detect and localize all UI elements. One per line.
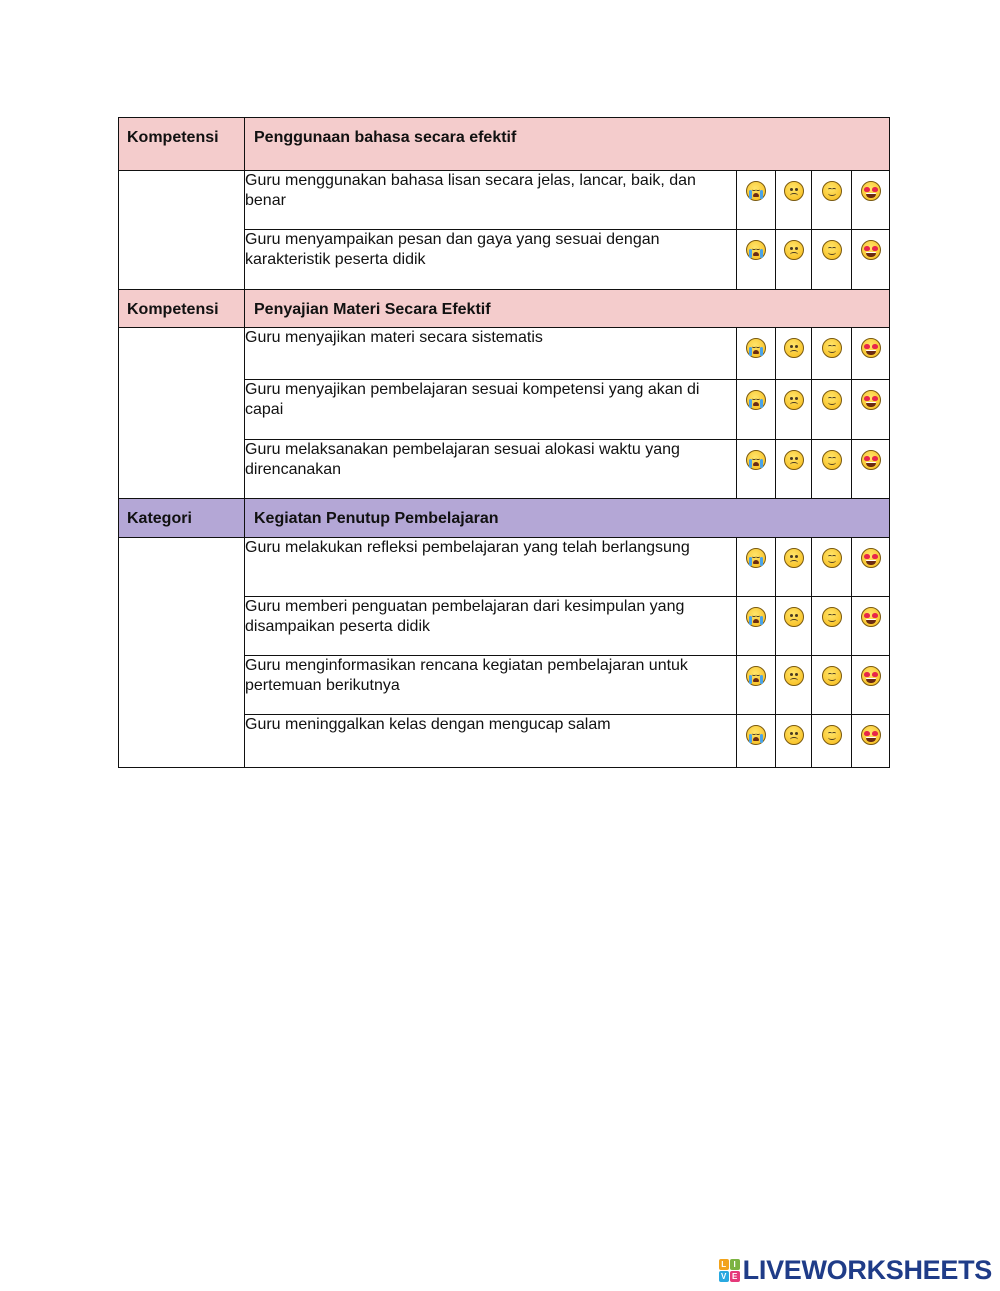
rating-cell[interactable] xyxy=(852,440,890,499)
rating-cell[interactable] xyxy=(812,171,852,230)
rating-cell[interactable] xyxy=(737,715,776,768)
blank-cell xyxy=(119,538,245,768)
smiling-face-icon[interactable] xyxy=(822,725,842,745)
rating-cell[interactable] xyxy=(737,380,776,440)
rating-cell[interactable] xyxy=(776,328,812,380)
rating-cell[interactable] xyxy=(812,538,852,597)
frowning-face-icon[interactable] xyxy=(784,548,804,568)
rating-cell[interactable] xyxy=(852,656,890,715)
rating-cell[interactable] xyxy=(852,715,890,768)
rating-cell[interactable] xyxy=(776,597,812,656)
heart-eyes-face-icon[interactable] xyxy=(861,181,881,201)
rating-cell[interactable] xyxy=(776,230,812,290)
rating-cell[interactable] xyxy=(812,230,852,290)
heart-eyes-face-icon[interactable] xyxy=(861,607,881,627)
rating-cell[interactable] xyxy=(812,715,852,768)
rating-cell[interactable] xyxy=(737,230,776,290)
item-text: Guru menggunakan bahasa lisan secara jelas, lancar, baik, dan benar xyxy=(245,171,737,230)
crying-face-icon[interactable] xyxy=(746,666,766,686)
rating-cell[interactable] xyxy=(852,597,890,656)
table-row xyxy=(119,328,890,380)
rating-cell[interactable] xyxy=(852,380,890,440)
crying-face-icon[interactable] xyxy=(746,181,766,201)
section-header xyxy=(119,499,890,538)
logo-block: I xyxy=(730,1259,740,1270)
rating-cell[interactable] xyxy=(737,328,776,380)
heart-eyes-face-icon[interactable] xyxy=(861,666,881,686)
heart-eyes-face-icon[interactable] xyxy=(861,725,881,745)
rating-cell[interactable] xyxy=(812,597,852,656)
crying-face-icon[interactable] xyxy=(746,548,766,568)
table-row xyxy=(119,538,890,597)
rating-cell[interactable] xyxy=(776,440,812,499)
rating-cell[interactable] xyxy=(737,656,776,715)
logo-block: E xyxy=(730,1271,740,1282)
table-row xyxy=(119,171,890,230)
rating-cell[interactable] xyxy=(737,171,776,230)
item-text: Guru menyajikan pembelajaran sesuai kompetensi yang akan di capai xyxy=(245,380,737,440)
blank-cell xyxy=(119,171,245,290)
crying-face-icon[interactable] xyxy=(746,607,766,627)
smiling-face-icon[interactable] xyxy=(822,338,842,358)
crying-face-icon[interactable] xyxy=(746,338,766,358)
section-title: Kegiatan Penutup Pembelajaran xyxy=(245,499,890,538)
rubric-table xyxy=(118,117,890,768)
rating-cell[interactable] xyxy=(776,538,812,597)
rating-cell[interactable] xyxy=(776,656,812,715)
section-header xyxy=(119,290,890,328)
blank-cell xyxy=(119,328,245,499)
crying-face-icon[interactable] xyxy=(746,240,766,260)
item-text: Guru memberi penguatan pembelajaran dari kesimpulan yang disampaikan peserta didik xyxy=(245,597,737,656)
frowning-face-icon[interactable] xyxy=(784,390,804,410)
smiling-face-icon[interactable] xyxy=(822,450,842,470)
item-text: Guru meninggalkan kelas dengan mengucap salam xyxy=(245,715,737,768)
section-title: Penyajian Materi Secara Efektif xyxy=(245,290,890,328)
section-label: Kategori xyxy=(119,499,245,538)
smiling-face-icon[interactable] xyxy=(822,240,842,260)
rating-cell[interactable] xyxy=(776,715,812,768)
frowning-face-icon[interactable] xyxy=(784,338,804,358)
heart-eyes-face-icon[interactable] xyxy=(861,338,881,358)
crying-face-icon[interactable] xyxy=(746,725,766,745)
item-text: Guru menginformasikan rencana kegiatan pembelajaran untuk pertemuan berikutnya xyxy=(245,656,737,715)
section-label: Kompetensi xyxy=(119,290,245,328)
rating-cell[interactable] xyxy=(852,230,890,290)
smiling-face-icon[interactable] xyxy=(822,607,842,627)
item-text: Guru melaksanakan pembelajaran sesuai alokasi waktu yang direncanakan xyxy=(245,440,737,499)
rating-cell[interactable] xyxy=(852,538,890,597)
section-label: Kompetensi xyxy=(119,118,245,171)
rating-cell[interactable] xyxy=(852,171,890,230)
rating-cell[interactable] xyxy=(737,440,776,499)
smiling-face-icon[interactable] xyxy=(822,390,842,410)
smiling-face-icon[interactable] xyxy=(822,181,842,201)
rating-cell[interactable] xyxy=(737,597,776,656)
heart-eyes-face-icon[interactable] xyxy=(861,450,881,470)
logo-block: V xyxy=(719,1271,729,1282)
frowning-face-icon[interactable] xyxy=(784,725,804,745)
frowning-face-icon[interactable] xyxy=(784,607,804,627)
crying-face-icon[interactable] xyxy=(746,450,766,470)
section-title: Penggunaan bahasa secara efektif xyxy=(245,118,890,171)
rating-cell[interactable] xyxy=(737,538,776,597)
rating-cell[interactable] xyxy=(812,328,852,380)
rating-cell[interactable] xyxy=(812,656,852,715)
item-text: Guru menyajikan materi secara sistematis xyxy=(245,328,737,380)
item-text: Guru menyampaikan pesan dan gaya yang sesuai dengan karakteristik peserta didik xyxy=(245,230,737,290)
item-text: Guru melakukan refleksi pembelajaran yang telah berlangsung xyxy=(245,538,737,597)
rating-cell[interactable] xyxy=(812,380,852,440)
smiling-face-icon[interactable] xyxy=(822,666,842,686)
logo-text: LIVEWORKSHEETS xyxy=(742,1254,992,1285)
heart-eyes-face-icon[interactable] xyxy=(861,240,881,260)
heart-eyes-face-icon[interactable] xyxy=(861,390,881,410)
crying-face-icon[interactable] xyxy=(746,390,766,410)
logo-blocks-icon xyxy=(719,1259,740,1282)
heart-eyes-face-icon[interactable] xyxy=(861,548,881,568)
rating-cell[interactable] xyxy=(776,380,812,440)
frowning-face-icon[interactable] xyxy=(784,181,804,201)
frowning-face-icon[interactable] xyxy=(784,240,804,260)
smiling-face-icon[interactable] xyxy=(822,548,842,568)
frowning-face-icon[interactable] xyxy=(784,666,804,686)
rating-cell[interactable] xyxy=(812,440,852,499)
frowning-face-icon[interactable] xyxy=(784,450,804,470)
section-header xyxy=(119,118,890,171)
rating-cell[interactable] xyxy=(776,171,812,230)
logo-block: L xyxy=(719,1259,729,1270)
rating-cell[interactable] xyxy=(852,328,890,380)
liveworksheets-logo xyxy=(719,1255,992,1285)
